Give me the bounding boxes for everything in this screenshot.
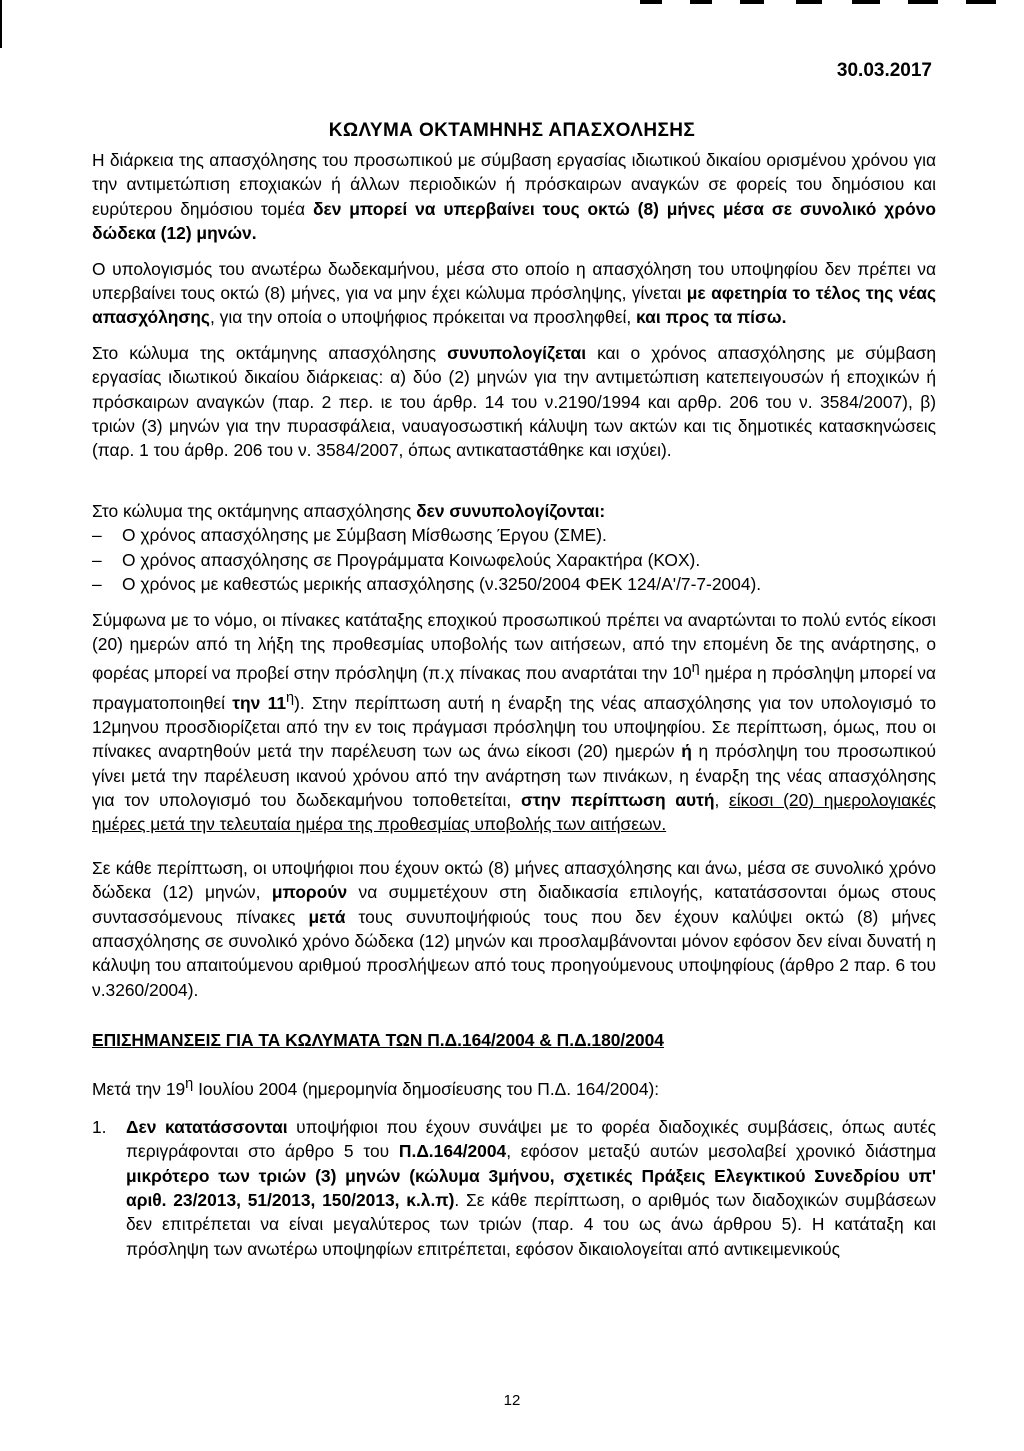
list-item: – Ο χρόνος με καθεστώς μερικής απασχόλησης (ν.3250/2004 ΦΕΚ 124/Α'/7-7-2004). bbox=[92, 572, 936, 596]
paragraph-text: Ο υπολογισμός του ανωτέρω δωδεκαμήνου, μέσα στο οποίο η απασχόληση του υποψηφίου δεν πρέπει να υπερβαίνει τους οκτώ (8) μήνες, για να μην έχει κώλυμα πρόσληψης, γίνεται bbox=[92, 258, 936, 304]
document-body bbox=[92, 148, 936, 1261]
paragraph-text: Στο κώλυμα της οκτάμηνης απασχόλησης bbox=[92, 342, 448, 363]
paragraph-bold-text: μικρότερο των τριών (3) μηνών (κώλυμα 3μήνου, σχετικές Πράξεις Ελεγκτικού Συνεδρίου υπ' αριθ. 23/2013, 51/2013, 150/2013, κ.λ.π) bbox=[126, 1165, 936, 1211]
scan-edge-dash bbox=[740, 0, 764, 4]
scan-edge-dash bbox=[908, 0, 938, 4]
paragraph-bold-text: με αφετηρία το τέλος της νέας απασχόλησης bbox=[92, 283, 936, 328]
paragraph-underlined-text: είκοσι (20) ημερολογιακές ημέρες μετά την τελευταία ημέρα της προθεσμίας υποβολής των αιτήσεων. bbox=[92, 789, 936, 835]
scan-edge-dash bbox=[852, 0, 880, 4]
paragraph-text: Ιουλίου 2004 (ημερομηνία δημοσίευσης του Π.Δ. 164/2004): bbox=[193, 1078, 660, 1099]
paragraph-text: ημέρα η πρόσληψη μπορεί να πραγματοποιηθεί bbox=[92, 663, 936, 713]
paragraph-text: , bbox=[714, 789, 730, 810]
scan-edge-dash bbox=[690, 0, 712, 4]
document-date: 30.03.2017 bbox=[836, 60, 932, 81]
paragraph-bold-text: συνυπολογίζεται bbox=[447, 342, 587, 363]
scan-edge-dash bbox=[966, 0, 996, 4]
list-item bbox=[92, 1115, 936, 1261]
paragraph-duration bbox=[92, 148, 936, 246]
paragraph-text: Η διάρκεια της απασχόλησης του προσωπικού με σύμβαση εργασίας ιδιωτικού δικαίου ορισμένου χρόνου για την αντιμετώπιση εποχιακών ή άλλων περιοδικών ή πρόσκαιρων αναγκών σε φορείς του δημόσιου και ευρύτερου δημόσιου τομέα bbox=[92, 150, 936, 219]
paragraph-included-time bbox=[92, 341, 936, 463]
paragraph-calculation bbox=[92, 257, 936, 330]
paragraph-bold-text: μετά bbox=[308, 906, 346, 927]
paragraph-text: Σύμφωνα με το νόμο, οι πίνακες κατάταξης εποχικού προσωπικού πρέπει να αναρτώνται το πολύ εντός είκοσι (20) ημερών από τη λήξη της προθεσμίας υποβολής των αιτήσεων, από την επομένη δε της ανάρτησης, ο φορέας μπορεί να προβεί στην πρόσληψη (π.χ πίνακας που αναρτάται την 10 bbox=[92, 609, 936, 684]
paragraph-text: να συμμετέχουν στη διαδικασία επιλογής, κατατάσσονται όμως στους συντασσόμενους πίνακες bbox=[92, 882, 936, 927]
paragraph-bold-text: δεν μπορεί να υπερβαίνει τους οκτώ (8) μήνες μέσα σε συνολικό χρόνο δώδεκα (12) μηνών. bbox=[92, 198, 936, 244]
restrictions-list bbox=[92, 1115, 936, 1261]
paragraph-bold-text: μπορούν bbox=[271, 882, 348, 903]
paragraph-text: η πρόσληψη του προσωπικού γίνει μετά την παρέλευση ικανού χρόνου από την ανάρτηση των πινάκων, η έναρξη της νέας απασχόλησης για τον υπολογισμό του δωδεκαμήνου τοποθετείται, bbox=[92, 741, 936, 810]
paragraph-bold-text: Δεν κατατάσσονται bbox=[126, 1116, 288, 1137]
superscript: η bbox=[185, 1075, 194, 1092]
paragraph-bold-text: ή bbox=[681, 741, 692, 762]
scan-edge-dash bbox=[796, 0, 822, 4]
paragraph-text: , για την οποία ο υποψήφιος πρόκειται να προσληφθεί, bbox=[209, 307, 637, 328]
paragraph-bold-text: την 11 bbox=[232, 692, 286, 713]
paragraph-text: . Σε κάθε περίπτωση, ο αριθμός των διαδοχικών συμβάσεων δεν επιτρέπεται να είναι μεγαλύτερος των τριών (παρ. 4 του ως άνω άρθρου 5). Η κατάταξη και πρόσληψη των ανωτέρω υποψηφίων επιτρέπεται, εφόσον δικαιολογείται από αντικειμενικούς bbox=[126, 1190, 937, 1259]
page-number: 12 bbox=[503, 1392, 521, 1409]
document-title: ΚΩΛΥΜΑ ΟΚΤΑΜΗΝΗΣ ΑΠΑΣΧΟΛΗΣΗΣ bbox=[328, 120, 696, 141]
paragraph-bold-text: δεν συνυπολογίζονται: bbox=[416, 500, 606, 521]
paragraph-text: , εφόσον μεταξύ αυτών μεσολαβεί χρονικό διάστημα bbox=[506, 1141, 937, 1162]
paragraph-text: υποψήφιοι που έχουν συνάψει με το φορέα διαδοχικές συμβάσεις, όπως αυτές περιγράφονται στο άρθρο 5 του bbox=[126, 1116, 936, 1162]
paragraph-bold-text: στην περίπτωση αυτή bbox=[520, 789, 715, 810]
paragraph-text: ). Στην περίπτωση αυτή η έναρξη της νέας απασχόλησης για τον υπολογισμό το 12μηνου προσδιορίζεται από την εν τοις πράγμασι πρόσληψη του υποψηφίου. Σε περίπτωση, όμως, που οι πίνακες αναρτηθούν μετά την παρέλευση των ως άνω είκοσι (20) ημερών bbox=[92, 692, 936, 762]
paragraph-text: Μετά την 19 bbox=[92, 1078, 186, 1099]
paragraph-text: τους συνυποψήφιούς τους που δεν έχουν καλύψει οκτώ (8) μήνες απασχόλησης σε συνολικό χρόνο δώδεκα (12) μηνών και προσλαμβάνονται μόνον εφόσον δεν είναι δυνατή η κάλυψη του απαιτούμενου αριθμού προσλήψεων από τους προηγούμενους υποψηφίους (άρθρο 2 παρ. 6 του ν.3260/2004). bbox=[92, 906, 936, 1000]
paragraph-bold-text: Π.Δ.164/2004 bbox=[398, 1141, 507, 1162]
scan-edge-line bbox=[0, 0, 2, 48]
superscript: η bbox=[691, 660, 700, 677]
superscript: η bbox=[286, 689, 295, 706]
paragraph-text: Σε κάθε περίπτωση, οι υποψήφιοι που έχουν οκτώ (8) μήνες απασχόλησης και άνω, μέσα σε συνολικό χρόνο δώδεκα (12) μηνών, bbox=[92, 857, 936, 903]
paragraph-bold-text: και προς τα πίσω. bbox=[636, 307, 787, 328]
paragraph-tables-posting bbox=[92, 608, 936, 837]
scan-edge-dash bbox=[640, 0, 662, 4]
list-item-number: 1. bbox=[92, 1116, 107, 1137]
section-intro bbox=[92, 1072, 936, 1101]
excluded-time-list bbox=[92, 523, 936, 596]
list-item: – Ο χρόνος απασχόλησης σε Προγράμματα Κοινωφελούς Χαρακτήρα (ΚΟΧ). bbox=[92, 548, 936, 572]
paragraph-text: Στο κώλυμα της οκτάμηνης απασχόλησης bbox=[92, 500, 417, 521]
list-item: – Ο χρόνος απασχόλησης με Σύμβαση Μίσθωσης Έργου (ΣΜΕ). bbox=[92, 523, 936, 547]
paragraph-eight-months bbox=[92, 856, 936, 1002]
paragraph-text: και ο χρόνος απασχόλησης με σύμβαση εργασίας ιδιωτικού δικαίου διάρκειας: α) δύο (2) μηνών για την αντιμετώπιση κατεπειγουσών ή εποχικών ή πρόσκαιρων αναγκών (παρ. 2 περ. ιε του άρθρ. 14 του ν.2190/1994 και αρθρ. 206 του ν. 3584/2007), β) τριών (3) μηνών για την πυρασφάλεια, ναυαγοσωστική κάλυψη των ακτών και τις δημοτικές κατασκηνώσεις (παρ. 1 του άρθρ. 206 του ν. 3584/2007, όπως αντικαταστάθηκε και ισχύει). bbox=[92, 342, 936, 461]
paragraph-excluded-time bbox=[92, 499, 936, 523]
section-heading: ΕΠΙΣΗΜΑΝΣΕΙΣ ΓΙΑ ΤΑ ΚΩΛΥΜΑΤΑ ΤΩΝ Π.Δ.164/2004 & Π.Δ.180/2004 bbox=[92, 1030, 664, 1051]
